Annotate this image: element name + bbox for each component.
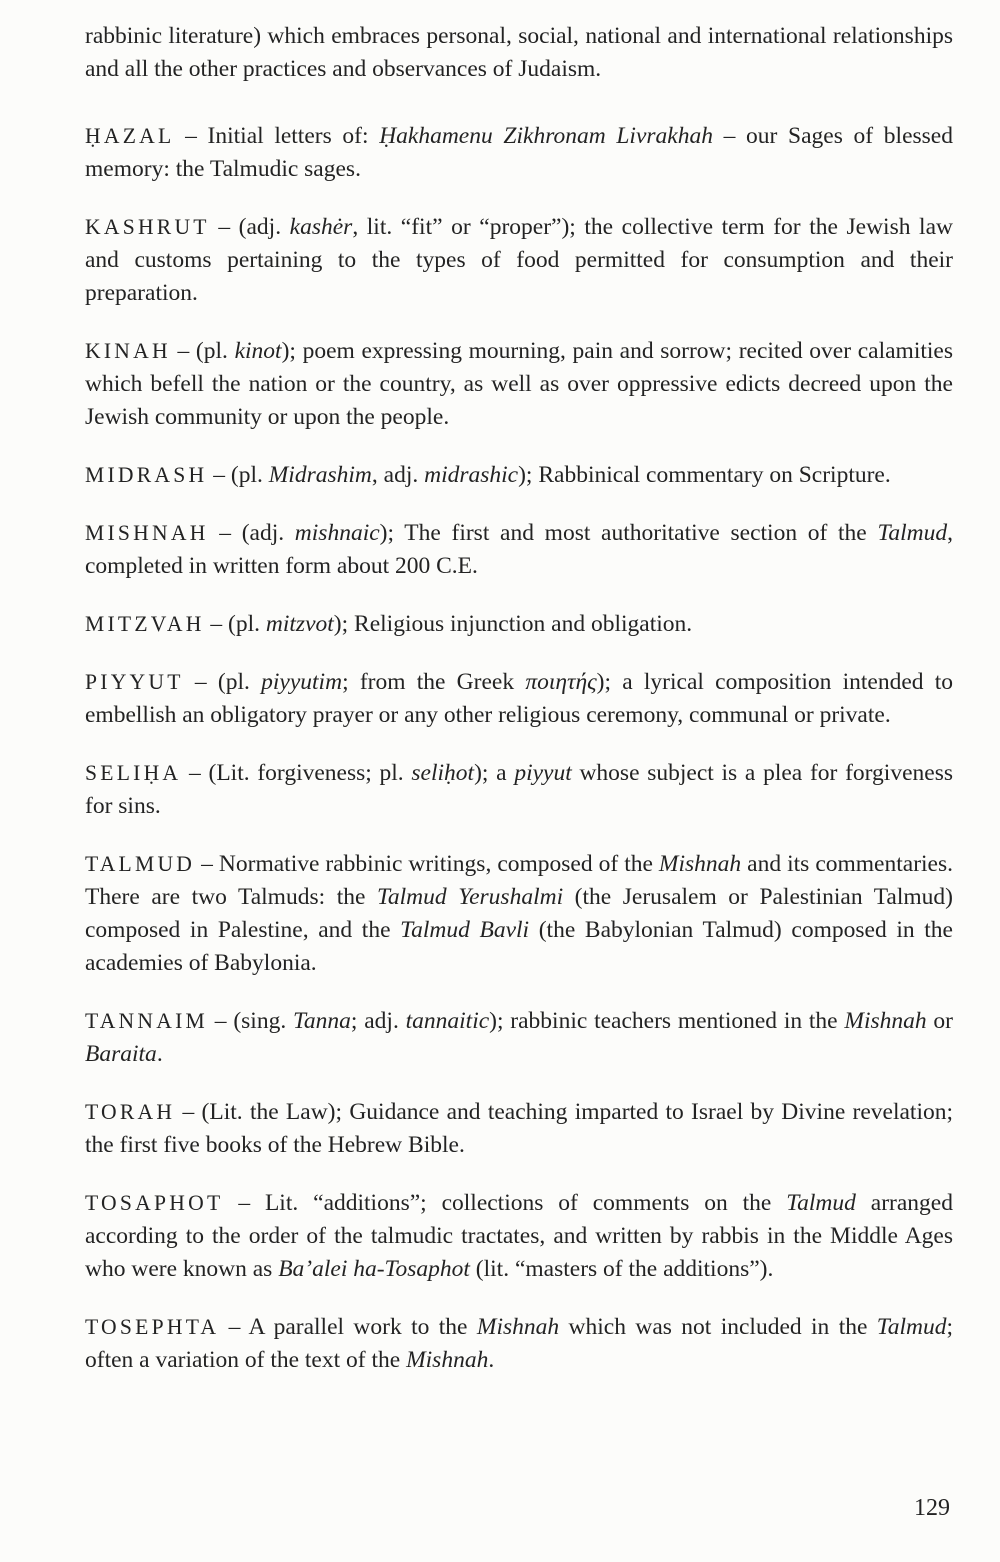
glossary-entry bbox=[85, 211, 953, 310]
glossary-entry bbox=[85, 1187, 953, 1286]
body-text: – (sing. bbox=[208, 1008, 293, 1034]
italic-text: mitzvot bbox=[265, 611, 334, 637]
body-text: (the Babylonian Talmud) composed in the academies of Babylonia. bbox=[85, 917, 953, 976]
italic-text: Mishnah bbox=[476, 1314, 560, 1340]
italic-text: Ḥakhamenu Zikhronam Livrakhah bbox=[379, 123, 713, 149]
glossary-entry bbox=[85, 1096, 953, 1162]
intro-paragraph bbox=[85, 20, 953, 86]
body-text: – (adj. bbox=[208, 520, 295, 546]
italic-text: kashėr bbox=[289, 214, 353, 240]
italic-text: Talmud Bavli bbox=[400, 917, 530, 943]
body-text: – our Sages of blessed memory: the Talmudic sages. bbox=[85, 123, 953, 182]
body-text: – (Lit. the Law); Guidance and teaching imparted to Israel by Divine revelation; the first five books of the Hebrew Bible. bbox=[85, 1099, 953, 1158]
entry-term: ḤAZAL bbox=[85, 124, 175, 148]
entry-term: MISHNAH bbox=[85, 521, 209, 545]
body-text: ); The first and most authoritative section of the bbox=[379, 520, 878, 546]
body-text: . bbox=[156, 1041, 163, 1067]
body-text: ); a bbox=[474, 760, 515, 786]
body-text: ); poem expressing mourning, pain and sorrow; recited over calamities which befell the nation or the country, as well as over oppressive edicts decreed upon the Jewish community or upon the people. bbox=[85, 338, 953, 430]
entry-term: TANNAIM bbox=[85, 1009, 209, 1033]
body-text: – Normative rabbinic writings, composed of the bbox=[195, 851, 659, 877]
italic-text: Talmud bbox=[877, 520, 948, 546]
italic-text: Talmud Yerushalmi bbox=[376, 884, 564, 910]
body-text: – (pl. bbox=[183, 669, 262, 695]
body-text: – (Lit. forgiveness; pl. bbox=[181, 760, 412, 786]
body-text: ); Religious injunction and obligation. bbox=[333, 611, 693, 637]
glossary-entry bbox=[85, 666, 953, 732]
italic-text: seliḥot bbox=[411, 760, 475, 786]
body-text: – Initial letters of: bbox=[174, 123, 380, 149]
italic-text: Mishnah bbox=[844, 1008, 927, 1034]
page-number: 129 bbox=[914, 1495, 950, 1521]
body-text: which was not included in the bbox=[559, 1314, 877, 1340]
entry-term: MIDRASH bbox=[85, 463, 208, 487]
italic-text: Baraita bbox=[85, 1041, 157, 1067]
body-text: (lit. “masters of the additions”). bbox=[469, 1256, 774, 1282]
italic-text: tannaitic bbox=[405, 1008, 490, 1034]
italic-text: Tanna bbox=[293, 1008, 351, 1034]
italic-text: Talmud bbox=[876, 1314, 947, 1340]
glossary-entry bbox=[85, 757, 953, 823]
glossary-entries bbox=[85, 120, 953, 1377]
italic-text: Ba’alei ha-Tosaphot bbox=[278, 1256, 470, 1282]
entry-term: KINAH bbox=[85, 339, 171, 363]
body-text: ; from the Greek bbox=[342, 669, 526, 695]
italic-text: Talmud bbox=[786, 1190, 856, 1216]
italic-text: piyyutim bbox=[261, 669, 343, 695]
body-text: – (pl. bbox=[207, 462, 269, 488]
italic-text: Mishnah bbox=[406, 1347, 489, 1373]
body-text: – (pl. bbox=[170, 338, 235, 364]
entry-term: KASHRUT bbox=[85, 215, 210, 239]
glossary-entry bbox=[85, 459, 953, 492]
body-text: . bbox=[488, 1347, 495, 1373]
body-text: arranged according to the order of the talmudic tractates, and written by rabbis in the Middle Ages who were known as bbox=[85, 1190, 953, 1282]
italic-text: Mishnah bbox=[658, 851, 742, 877]
entry-term: TOSAPHOT bbox=[85, 1191, 224, 1215]
body-text: or bbox=[926, 1008, 953, 1034]
entry-term: TALMUD bbox=[85, 852, 196, 876]
entry-term: PIYYUT bbox=[85, 670, 184, 694]
glossary-entry bbox=[85, 335, 953, 434]
body-text: rabbinic literature) which embraces personal, social, national and international relationships and all the other practices and observances of Judaism. bbox=[85, 23, 953, 82]
body-text: , lit. “fit” or “proper”); the collective term for the Jewish law and customs pertaining to the types of food permitted for consumption and their preparation. bbox=[85, 214, 953, 306]
glossary-entry bbox=[85, 120, 953, 186]
glossary-entry bbox=[85, 517, 953, 583]
glossary-entry bbox=[85, 848, 953, 980]
body-text: – A parallel work to the bbox=[219, 1314, 477, 1340]
body-text: , adj. bbox=[371, 462, 425, 488]
italic-text: mishnaic bbox=[294, 520, 380, 546]
entry-term: MITZVAH bbox=[85, 612, 205, 636]
entry-term: TOSEPHTA bbox=[85, 1315, 220, 1339]
italic-text: piyyut bbox=[514, 760, 572, 786]
body-text: ); rabbinic teachers mentioned in the bbox=[489, 1008, 845, 1034]
body-text: and its commentaries. There are two Talmuds: the bbox=[85, 851, 953, 910]
body-text: – (adj. bbox=[209, 214, 290, 240]
italic-text: ποιητής bbox=[525, 669, 597, 695]
body-text: – Lit. “additions”; collections of comments on the bbox=[223, 1190, 787, 1216]
body-text: ); a lyrical composition intended to embellish an obligatory prayer or any other religious ceremony, communal or private. bbox=[85, 669, 954, 728]
body-text: – (pl. bbox=[204, 611, 266, 637]
glossary-entry bbox=[85, 1005, 953, 1071]
body-text: ; often a variation of the text of the bbox=[85, 1314, 953, 1373]
italic-text: Midrashim bbox=[268, 462, 372, 488]
italic-text: kinot bbox=[234, 338, 282, 364]
glossary-entry bbox=[85, 1311, 953, 1377]
body-text: ; adj. bbox=[350, 1008, 406, 1034]
italic-text: midrashic bbox=[424, 462, 519, 488]
glossary-entry bbox=[85, 608, 953, 641]
body-text: (the Jerusalem or Palestinian Talmud) composed in Palestine, and the bbox=[85, 884, 953, 943]
glossary-content bbox=[85, 20, 953, 1402]
body-text: ); Rabbinical commentary on Scripture. bbox=[518, 462, 891, 488]
entry-term: SELIḤA bbox=[85, 761, 182, 785]
body-text: , completed in written form about 200 C.E. bbox=[85, 520, 953, 579]
entry-term: TORAH bbox=[85, 1100, 176, 1124]
body-text: whose subject is a plea for forgiveness for sins. bbox=[85, 760, 953, 819]
